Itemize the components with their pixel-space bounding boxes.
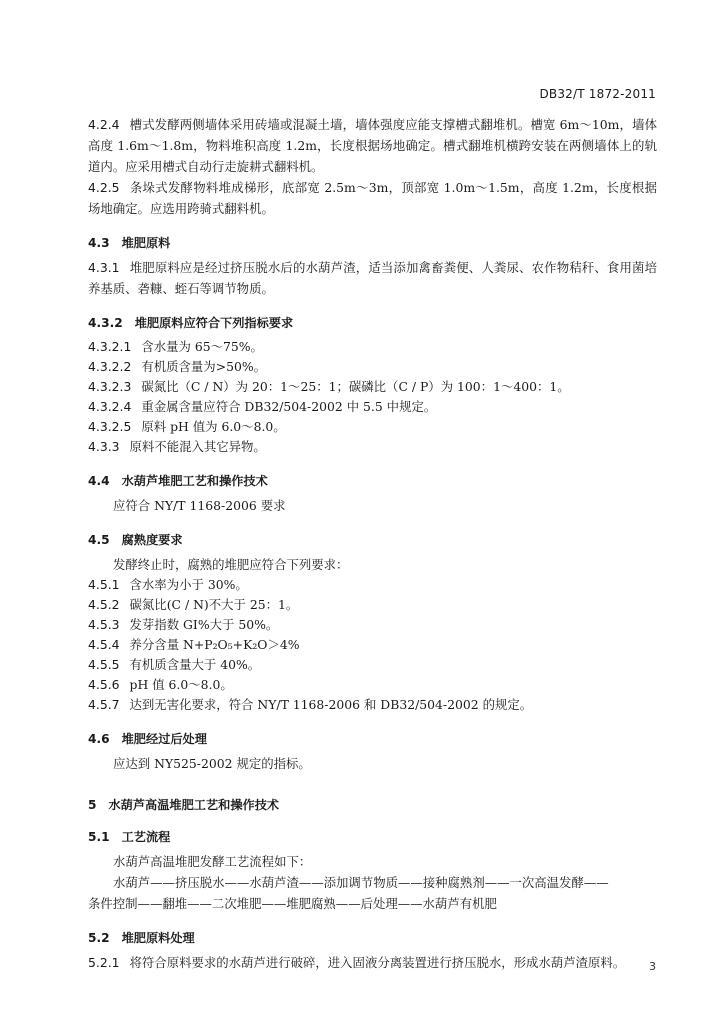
- heading-title: 水葫芦堆肥工艺和操作技术: [121, 474, 268, 488]
- list-item: [88, 655, 657, 675]
- item-number: 4.3.3: [88, 439, 120, 454]
- process-flow-line-1: 水葫芦——挤压脱水——水葫芦渣——添加调节物质——接种腐熟剂——一次高温发酵——: [113, 875, 609, 890]
- list-item: [88, 575, 657, 595]
- clause-text: 条垛式发酵物料堆成梯形，底部宽 2.5m～3m，顶部宽 1.0m～1.5m，高度 1.2m，长度根据场地确定。应选用跨骑式翻料机。: [88, 180, 657, 216]
- clause-number: 5.2.1: [88, 955, 120, 970]
- requirements-list-4-3-2: [88, 337, 657, 457]
- list-item: [88, 437, 657, 457]
- heading-title: 堆肥经过后处理: [121, 732, 207, 746]
- list-item: [88, 357, 657, 377]
- item-number: 4.5.6: [88, 677, 120, 692]
- clause-4-3-1: [88, 257, 657, 299]
- heading-4-5: [88, 531, 657, 548]
- item-text: 碳氮比（C / N）为 20：1～25：1；碳磷比（C / P）为 100：1～400：1。: [141, 379, 570, 394]
- heading-4-4: [88, 472, 657, 489]
- item-text: 重金属含量应符合 DB32/504-2002 中 5.5 中规定。: [141, 399, 437, 414]
- process-flow-line-2: 条件控制——翻堆——二次堆肥——堆肥腐熟——后处理——水葫芦有机肥: [88, 896, 497, 911]
- item-text: 发芽指数 GI%大于 50%。: [129, 617, 279, 632]
- clause-text: 槽式发酵两侧墙体采用砖墙或混凝土墙，墙体强度应能支撑槽式翻堆机。槽宽 6m～10m，墙体高度 1.6m～1.8m，物料堆积高度 1.2m，长度根据场地确定。槽式翻堆机横跨安装在两侧墙体上的轨道内。应采用槽式自动行走旋耕式翻料机。: [88, 117, 657, 174]
- document-body: [88, 108, 657, 973]
- item-text: 碳氮比(C / N)不大于 25：1。: [129, 597, 299, 612]
- clause-5-2-1: [88, 952, 657, 973]
- item-number: 4.3.2.3: [88, 379, 132, 394]
- paragraph-5-1-intro: 水葫芦高温堆肥发酵工艺流程如下：: [113, 854, 312, 869]
- item-number: 4.5.3: [88, 617, 120, 632]
- heading-number: 4.6: [88, 732, 110, 746]
- clause-number: 4.2.5: [88, 180, 120, 195]
- heading-title: 堆肥原料: [121, 236, 171, 250]
- list-item: [88, 635, 657, 655]
- clause-4-2-4: [88, 114, 657, 177]
- requirements-list-4-5: [88, 575, 657, 715]
- list-item: [88, 675, 657, 695]
- heading-5-2: [88, 929, 657, 946]
- item-number: 4.5.2: [88, 597, 120, 612]
- list-item: [88, 695, 657, 715]
- heading-number: 5.1: [88, 830, 110, 844]
- clause-number: 4.3.1: [88, 260, 120, 275]
- heading-4-3: [88, 234, 657, 251]
- item-text: 含水量为 65～75%。: [141, 339, 263, 354]
- item-text: 达到无害化要求，符合 NY/T 1168-2006 和 DB32/504-2002 的规定。: [129, 697, 533, 712]
- list-item: [88, 397, 657, 417]
- item-number: 4.5.4: [88, 637, 120, 652]
- item-number: 4.5.7: [88, 697, 120, 712]
- item-text: pH 值 6.0～8.0。: [129, 677, 233, 692]
- heading-5-1: [88, 828, 657, 845]
- clause-text: 将符合原料要求的水葫芦进行破碎，进入固液分离装置进行挤压脱水，形成水葫芦渣原料。: [129, 955, 626, 970]
- heading-title: 堆肥原料应符合下列指标要求: [134, 316, 294, 330]
- paragraph-4-6: 应达到 NY525-2002 规定的指标。: [113, 756, 311, 771]
- heading-title: 堆肥原料处理: [121, 931, 195, 945]
- item-number: 4.3.2.4: [88, 399, 132, 414]
- item-number: 4.3.2.2: [88, 359, 132, 374]
- paragraph-4-4: 应符合 NY/T 1168-2006 要求: [113, 498, 286, 513]
- item-number: 4.3.2.1: [88, 339, 132, 354]
- heading-number: 4.3: [88, 236, 110, 250]
- item-text: 原料 pH 值为 6.0～8.0。: [141, 419, 286, 434]
- list-item: [88, 377, 657, 397]
- item-number: 4.5.5: [88, 657, 120, 672]
- clause-number: 4.2.4: [88, 117, 120, 132]
- page-number: 3: [649, 960, 656, 973]
- heading-number: 5: [88, 798, 97, 812]
- heading-4-3-2: [88, 314, 657, 331]
- heading-number: 4.5: [88, 533, 110, 547]
- item-number: 4.3.2.5: [88, 419, 132, 434]
- heading-5: [88, 796, 657, 813]
- item-text: 含水率为小于 30%。: [129, 577, 248, 592]
- item-text: 有机质含量大于 40%。: [129, 657, 261, 672]
- item-text: 原料不能混入其它异物。: [129, 439, 266, 454]
- list-item: [88, 337, 657, 357]
- heading-title: 腐熟度要求: [121, 533, 183, 547]
- list-item: [88, 615, 657, 635]
- standard-code: DB32/T 1872-2011: [539, 87, 656, 101]
- item-text: 养分含量 N+P₂O₅+K₂O＞4%: [129, 637, 300, 652]
- clause-4-2-5: [88, 177, 657, 219]
- heading-4-6: [88, 730, 657, 747]
- list-item: [88, 417, 657, 437]
- item-number: 4.5.1: [88, 577, 120, 592]
- clause-text: 堆肥原料应是经过挤压脱水后的水葫芦渣，适当添加禽畜粪便、人粪尿、农作物秸秆、食用菌培养基质、砻糠、蛭石等调节物质。: [88, 260, 657, 296]
- heading-title: 工艺流程: [121, 830, 171, 844]
- heading-number: 4.3.2: [88, 316, 123, 330]
- list-item: [88, 595, 657, 615]
- heading-title: 水葫芦高温堆肥工艺和操作技术: [108, 798, 280, 812]
- heading-number: 5.2: [88, 931, 110, 945]
- paragraph-4-5: 发酵终止时，腐熟的堆肥应符合下列要求：: [113, 557, 349, 572]
- heading-number: 4.4: [88, 474, 110, 488]
- item-text: 有机质含量为>50%。: [141, 359, 267, 374]
